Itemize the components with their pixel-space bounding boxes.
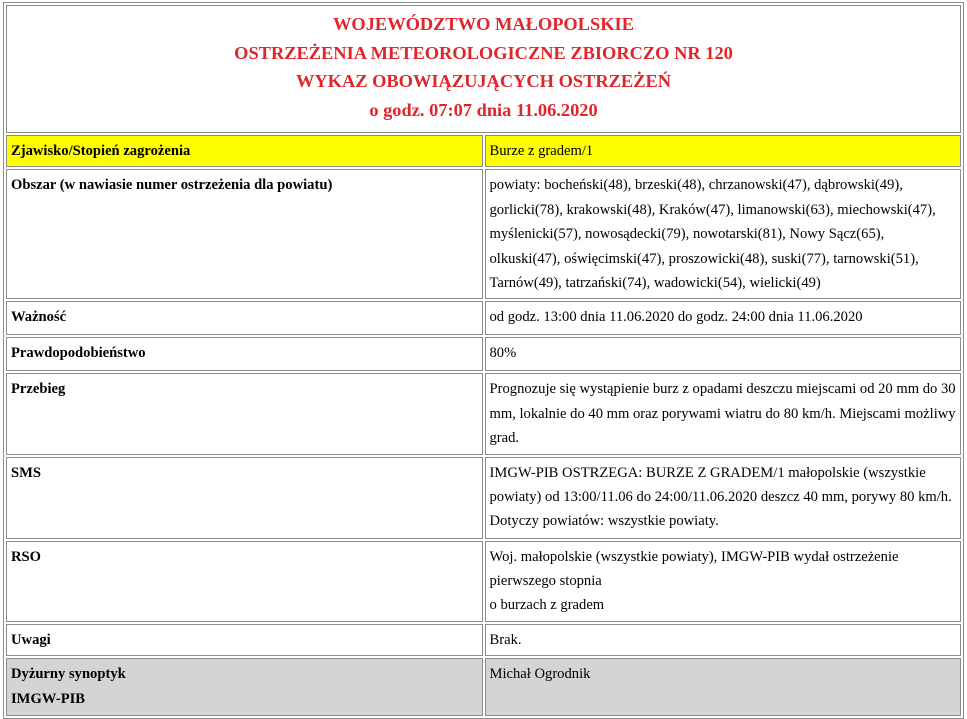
probability-label: Prawdopodobieństwo xyxy=(6,337,483,371)
notes-row xyxy=(6,624,961,656)
warnings-table xyxy=(3,2,964,719)
probability-row xyxy=(6,337,961,371)
course-row xyxy=(6,373,961,454)
course-value: Prognozuje się wystąpienie burz z opadami deszczu miejscami od 20 mm do 30 mm, lokalnie do 40 mm oraz porywami wiatru do 80 km/h. Miejscami możliwy grad. xyxy=(485,373,962,454)
phenomenon-label: Zjawisko/Stopień zagrożenia xyxy=(6,135,483,167)
area-row xyxy=(6,169,961,299)
header-row xyxy=(6,5,961,133)
notes-value: Brak. xyxy=(485,624,962,656)
duty-label-line-1: Dyżurny synoptyk xyxy=(11,666,126,683)
area-label: Obszar (w nawiasie numer ostrzeżenia dla powiatu) xyxy=(6,169,483,299)
rso-label: RSO xyxy=(6,541,483,622)
course-label: Przebieg xyxy=(6,373,483,454)
sms-label: SMS xyxy=(6,457,483,539)
phenomenon-value: Burze z gradem/1 xyxy=(485,135,962,167)
rso-value-line-1: Woj. małopolskie (wszystkie powiaty), IMGW-PIB wydał ostrzeżenie pierwszego stopnia xyxy=(489,548,899,590)
rso-value xyxy=(485,541,962,622)
sms-value: IMGW-PIB OSTRZEGA: BURZE Z GRADEM/1 małopolskie (wszystkie powiaty) od 13:00/11.06 do 24:00/11.06.2020 deszcz 40 mm, porywy 80 km/h. Dotyczy powiatów: wszystkie powiaty. xyxy=(485,457,962,539)
header-cell xyxy=(6,5,961,133)
rso-value-line-2: o burzach z gradem xyxy=(489,597,605,614)
region-title: WOJEWÓDZTWO MAŁOPOLSKIE xyxy=(333,14,634,34)
validity-label: Ważność xyxy=(6,301,483,335)
duty-row xyxy=(6,658,961,716)
rso-row xyxy=(6,541,961,622)
issued-time: o godz. 07:07 dnia 11.06.2020 xyxy=(369,99,598,120)
sms-row xyxy=(6,457,961,539)
probability-value: 80% xyxy=(485,337,962,371)
list-title: WYKAZ OBOWIĄZUJĄCYCH OSTRZEŻEŃ xyxy=(295,71,672,91)
duty-label xyxy=(6,658,483,716)
phenomenon-row xyxy=(6,135,961,167)
bulletin-title: OSTRZEŻENIA METEOROLOGICZNE ZBIORCZO NR 120 xyxy=(234,42,733,63)
validity-value: od godz. 13:00 dnia 11.06.2020 do godz. 24:00 dnia 11.06.2020 xyxy=(485,301,962,335)
area-value: powiaty: bocheński(48), brzeski(48), chrzanowski(47), dąbrowski(49), gorlicki(78), krakowski(48), Kraków(47), limanowski(63), miechowski(47), myślenicki(57), nowosądecki(79), nowotarski(81), Nowy Sącz(65), olkuski(47), oświęcimski(47), proszowicki(48), suski(77), tarnowski(51), Tarnów(49), tatrzański(74), wadowicki(54), wielicki(49) xyxy=(485,169,962,299)
duty-value: Michał Ogrodnik xyxy=(485,658,962,716)
validity-row xyxy=(6,301,961,335)
notes-label: Uwagi xyxy=(6,624,483,656)
duty-label-line-2: IMGW-PIB xyxy=(11,690,86,707)
